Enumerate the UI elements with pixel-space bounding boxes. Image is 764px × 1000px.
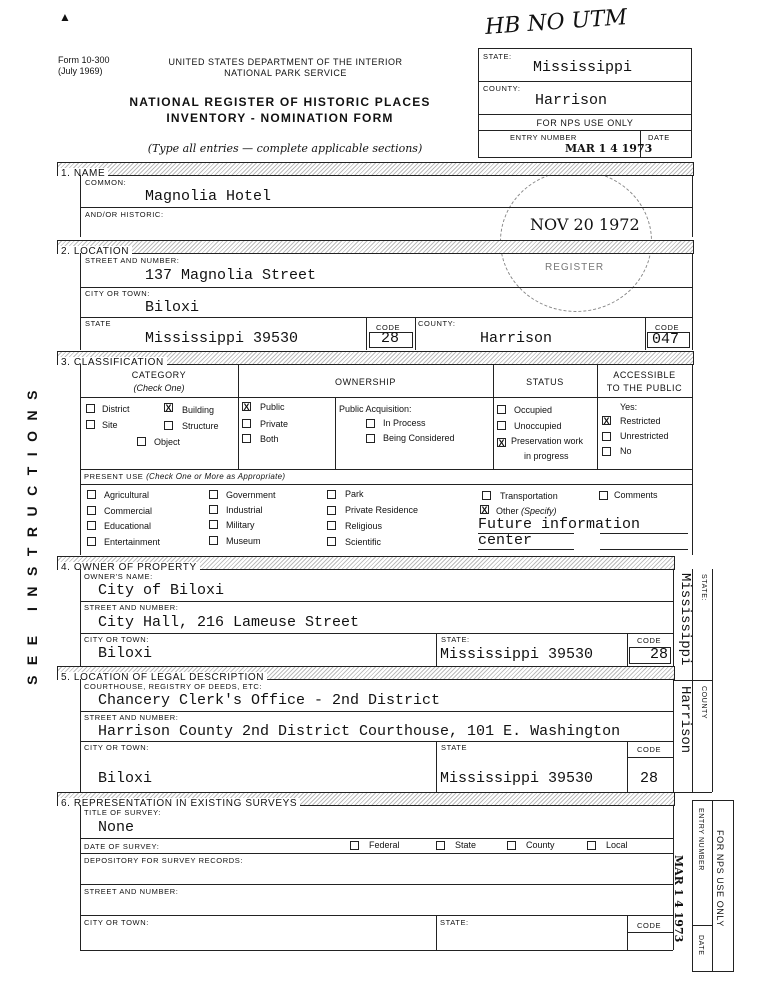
owner-state-label: STATE: xyxy=(441,635,470,644)
cb-both[interactable] xyxy=(242,434,251,443)
label-structure: Structure xyxy=(182,421,219,431)
owner-code-value: 28 xyxy=(650,646,669,663)
agency-line1: UNITED STATES DEPARTMENT OF THE INTERIOR xyxy=(168,57,403,67)
label-district: District xyxy=(102,404,130,414)
location-county-code: 047 xyxy=(652,331,680,348)
status-header: STATUS xyxy=(526,377,564,387)
other-use-value-1[interactable]: Future information xyxy=(478,516,641,533)
margin-county-label: COUNTY xyxy=(700,686,707,720)
label-unoccupied: Unoccupied xyxy=(514,421,562,431)
courthouse-value: Chancery Clerk's Office - 2nd District xyxy=(98,692,441,709)
survey-date-label: DATE OF SURVEY: xyxy=(84,842,160,851)
form-title-line1: NATIONAL REGISTER OF HISTORIC PLACES xyxy=(129,95,431,109)
cb-government[interactable] xyxy=(209,490,218,499)
label-local: Local xyxy=(606,840,628,850)
cb-site[interactable] xyxy=(86,420,95,429)
location-state-label: STATE xyxy=(85,319,112,328)
legal-street-value: Harrison County 2nd District Courthouse, 101 E. Washington xyxy=(98,723,621,740)
header-state-value: Mississippi xyxy=(533,59,633,76)
cb-museum[interactable] xyxy=(209,536,218,545)
legal-code-value: 28 xyxy=(640,770,659,787)
cb-industrial[interactable] xyxy=(209,505,218,514)
cb-agricultural[interactable] xyxy=(87,490,96,499)
location-city-value: Biloxi xyxy=(145,299,200,316)
label-object: Object xyxy=(154,437,181,447)
depository-label: DEPOSITORY FOR SURVEY RECORDS: xyxy=(84,856,244,865)
header-entry-label: ENTRY NUMBER xyxy=(510,133,577,142)
location-city-label: CITY OR TOWN: xyxy=(85,289,150,298)
present-use-label: PRESENT USE (Check One or More as Appropriate) xyxy=(84,472,286,481)
cb-private-residence[interactable] xyxy=(327,506,336,515)
received-stamp-date: NOV 20 1972 xyxy=(530,215,640,234)
margin-entry-label: ENTRY NUMBER xyxy=(697,808,704,871)
corner-mark: ▲ xyxy=(59,10,71,24)
present-use-hint: (Check One or More as Appropriate) xyxy=(146,472,286,481)
common-label: COMMON: xyxy=(85,178,127,187)
cb-comments[interactable] xyxy=(599,491,608,500)
label-occupied: Occupied xyxy=(514,405,553,415)
cb-unrestricted[interactable] xyxy=(602,432,611,441)
header-nps-label: FOR NPS USE ONLY xyxy=(536,118,634,128)
label-scientific: Scientific xyxy=(345,537,382,547)
label-restricted: Restricted xyxy=(620,416,661,426)
form-title-line2: INVENTORY - NOMINATION FORM xyxy=(166,111,394,125)
location-state-value: Mississippi 39530 xyxy=(145,330,299,347)
depository-city-label: CITY OR TOWN: xyxy=(84,918,149,927)
cb-entertainment[interactable] xyxy=(87,537,96,546)
location-state-code: 28 xyxy=(381,330,400,347)
margin-state-value: Mississippi xyxy=(677,573,693,666)
label-preservation-2: in progress xyxy=(524,451,569,461)
form-instruction: (Type all entries — complete applicable sections) xyxy=(147,142,423,155)
location-code-label: CODE xyxy=(376,323,401,332)
cb-object[interactable] xyxy=(137,437,146,446)
cb-transportation[interactable] xyxy=(482,491,491,500)
legal-state-value: Mississippi 39530 xyxy=(440,770,594,787)
section2-heading: 2. LOCATION xyxy=(57,240,694,254)
cb-religious[interactable] xyxy=(327,521,336,530)
received-stamp-text2: REGISTER xyxy=(545,262,605,273)
label-other: Other (Specify) xyxy=(496,506,557,516)
accessible-header-2: TO THE PUBLIC xyxy=(606,383,683,393)
label-private-residence: Private Residence xyxy=(345,505,419,515)
cb-being-considered[interactable] xyxy=(366,434,375,443)
label-entertainment: Entertainment xyxy=(104,537,161,547)
label-private: Private xyxy=(260,419,289,429)
other-use-value-2[interactable]: center xyxy=(478,532,533,549)
header-state-label: STATE: xyxy=(483,52,512,61)
owner-name-value: City of Biloxi xyxy=(98,582,225,599)
agency-line2: NATIONAL PARK SERVICE xyxy=(224,68,347,78)
header-county-value: Harrison xyxy=(535,92,608,109)
cb-district[interactable] xyxy=(86,404,95,413)
cb-restricted[interactable]: X xyxy=(603,416,610,426)
label-preservation: Preservation work xyxy=(511,436,584,446)
cb-commercial[interactable] xyxy=(87,506,96,515)
handwritten-note: HB NO UTM xyxy=(484,5,629,40)
margin-state-label: STATE: xyxy=(700,574,707,602)
location-county-value: Harrison xyxy=(480,330,553,347)
cb-private[interactable] xyxy=(242,419,251,428)
accessible-header-1: ACCESSIBLE xyxy=(613,370,676,380)
location-county-label: COUNTY: xyxy=(418,319,456,328)
label-being-considered: Being Considered xyxy=(383,433,455,443)
owner-street-label: STREET AND NUMBER: xyxy=(84,603,179,612)
cb-unoccupied[interactable] xyxy=(497,421,506,430)
margin-county-value: Harrison xyxy=(677,686,693,754)
owner-code-label: CODE xyxy=(637,636,662,645)
cb-military[interactable] xyxy=(209,520,218,529)
label-religious: Religious xyxy=(345,521,383,531)
section3-heading: 3. CLASSIFICATION xyxy=(57,351,694,365)
location-county-code-label: CODE xyxy=(655,323,680,332)
cb-in-process[interactable] xyxy=(366,419,375,428)
form-date: (July 1969) xyxy=(58,66,103,76)
survey-title-value: None xyxy=(98,819,135,836)
category-header: CATEGORY xyxy=(131,370,187,380)
label-park: Park xyxy=(345,489,364,499)
section4-heading: 4. OWNER OF PROPERTY xyxy=(57,556,675,570)
cb-county[interactable] xyxy=(507,841,516,850)
label-comments: Comments xyxy=(614,490,658,500)
depository-code-label: CODE xyxy=(637,921,662,930)
depository-state-label: STATE: xyxy=(440,918,469,927)
header-date-label: DATE xyxy=(648,133,670,142)
label-yes: Yes: xyxy=(620,402,638,412)
owner-street-value: City Hall, 216 Lameuse Street xyxy=(98,614,360,631)
cb-structure[interactable] xyxy=(164,421,173,430)
section1-heading: 1. NAME xyxy=(57,162,694,176)
label-government: Government xyxy=(226,490,276,500)
label-commercial: Commercial xyxy=(104,506,153,516)
location-street-value: 137 Magnolia Street xyxy=(145,267,317,284)
legal-code-label: CODE xyxy=(637,745,662,754)
label-public-acquisition: Public Acquisition: xyxy=(339,404,412,414)
label-federal: Federal xyxy=(369,840,400,850)
cb-park[interactable] xyxy=(327,490,336,499)
label-state: State xyxy=(455,840,477,850)
label-site: Site xyxy=(102,420,118,430)
cb-local[interactable] xyxy=(587,841,596,850)
legal-city-label: CITY OR TOWN: xyxy=(84,743,149,752)
label-educational: Educational xyxy=(104,521,152,531)
header-county-label: COUNTY: xyxy=(483,84,521,93)
label-building: Building xyxy=(182,405,215,415)
cb-building[interactable]: X xyxy=(165,403,172,413)
form-number: Form 10-300 xyxy=(58,55,110,65)
label-unrestricted: Unrestricted xyxy=(620,431,669,441)
label-no: No xyxy=(620,446,632,456)
label-county: County xyxy=(526,840,555,850)
legal-city-value: Biloxi xyxy=(98,770,153,787)
label-agricultural: Agricultural xyxy=(104,490,150,500)
label-specify: (Specify) xyxy=(521,506,557,516)
margin-entry-stamp: MAR 1 4 1973 xyxy=(672,855,685,943)
header-entry-stamp: MAR 1 4 1973 xyxy=(565,142,653,155)
label-in-process: In Process xyxy=(383,418,426,428)
survey-title-label: TITLE OF SURVEY: xyxy=(84,808,161,817)
owner-name-label: OWNER'S NAME: xyxy=(84,572,153,581)
historic-label: AND/OR HISTORIC: xyxy=(85,210,164,219)
legal-state-label: STATE xyxy=(441,743,468,752)
owner-state-value: Mississippi 39530 xyxy=(440,646,594,663)
common-value: Magnolia Hotel xyxy=(145,188,272,205)
depository-street-label: STREET AND NUMBER: xyxy=(84,887,179,896)
owner-city-value: Biloxi xyxy=(98,645,153,662)
cb-state[interactable] xyxy=(436,841,445,850)
label-museum: Museum xyxy=(226,536,261,546)
cb-preservation[interactable]: X xyxy=(498,438,505,448)
legal-street-label: STREET AND NUMBER: xyxy=(84,713,179,722)
margin-nps-label: FOR NPS USE ONLY xyxy=(715,830,725,927)
label-public: Public xyxy=(260,402,285,412)
location-street-label: STREET AND NUMBER: xyxy=(85,256,180,265)
label-transportation: Transportation xyxy=(500,491,558,501)
courthouse-label: COURTHOUSE, REGISTRY OF DEEDS, ETC: xyxy=(84,682,263,691)
cb-occupied[interactable] xyxy=(497,405,506,414)
side-instructions: SEE INSTRUCTIONS xyxy=(24,380,40,685)
cb-public[interactable]: X xyxy=(243,402,250,412)
label-industrial: Industrial xyxy=(226,505,263,515)
cb-educational[interactable] xyxy=(87,521,96,530)
cb-other[interactable]: X xyxy=(481,505,488,515)
section6-heading: 6. REPRESENTATION IN EXISTING SURVEYS xyxy=(57,792,675,806)
check-one-hint: (Check One) xyxy=(133,383,185,393)
margin-date-label: DATE xyxy=(697,935,704,956)
cb-no[interactable] xyxy=(602,447,611,456)
owner-city-label: CITY OR TOWN: xyxy=(84,635,149,644)
cb-federal[interactable] xyxy=(350,841,359,850)
label-military: Military xyxy=(226,520,255,530)
label-both: Both xyxy=(260,434,279,444)
section5-heading: 5. LOCATION OF LEGAL DESCRIPTION xyxy=(57,666,675,680)
cb-scientific[interactable] xyxy=(327,537,336,546)
ownership-header: OWNERSHIP xyxy=(335,377,396,387)
